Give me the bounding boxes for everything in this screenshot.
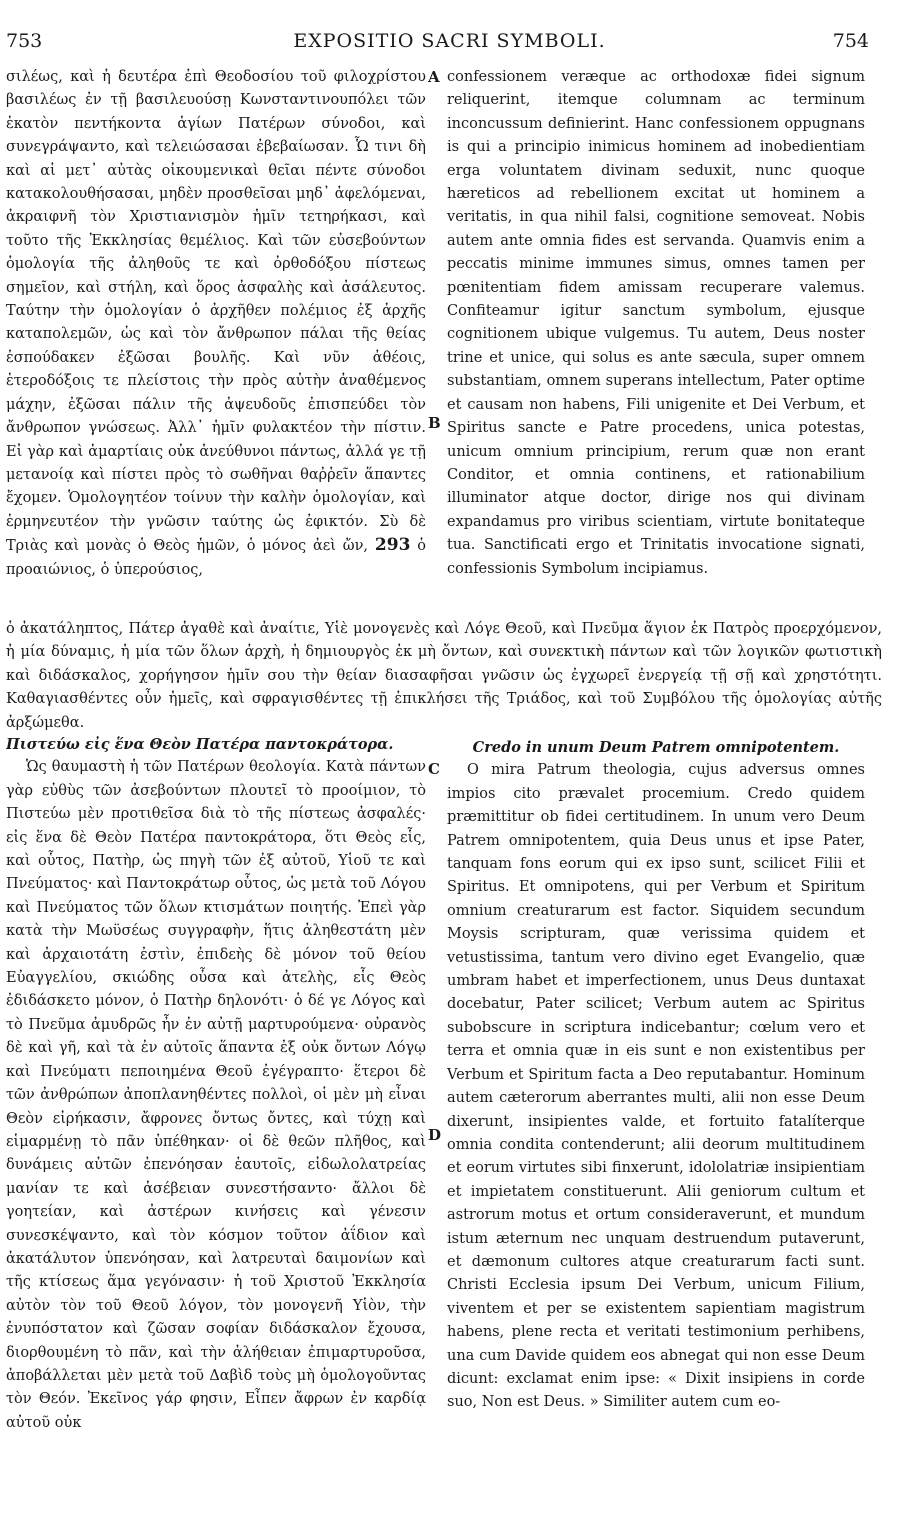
latin-column-top [447, 66, 865, 611]
margin-marker-d: D [428, 1126, 442, 1144]
left-page-number: 753 [6, 30, 43, 52]
greek-full-width-paragraph [6, 618, 882, 730]
greek-column-top [6, 66, 426, 626]
latin-paragraph-top: confessionem veræque ac orthodoxæ fidei signum reliquerint, itemque columnam ac terminum inconcussum definierint. Hanc confessionem oppugnans is qui a principio inimicus hominem ad inobedientiam erga voluntatem divinam seduxit, nunc quoque hæreticos ad rebellionem excitat ut hominem a veritatis, in qua nihil falsi, cognitione semoveat. Nobis autem ante omnia fides est servanda. Quamvis enim a peccatis minime immunes simus, omnes tamen per pœnitentiam fidem amissam recuperare valemus. Confiteamur igitur sanctum symbolum, ejusque cognitionem ubique vulgemus. Tu autem, Deus noster trine et unice, qui solus es ante sæcula, super omnem substantiam, omnem superans intellectum, Pater optime et causam non habens, Fili unigenite et Dei Verbum, et Spiritus sancte e Patre procedens, unica potestas, unicum omnium principium, rerum quæ non erant Conditor, et omnia continens, et rationabilium illuminator atque doctor, dirige nos qui divinam expandamus pro viribus scientiam, virtute bonitateque tua. Sanctificati ergo et Trinitatis invocatione signati, confessionis Symbolum incipiamus. [447, 69, 865, 577]
greek-commentary: Ὡς θαυμαστὴ ἡ τῶν Πατέρων θεολογία. Κατὰ πάντων γὰρ εὐθὺς τῶν ἀσεβούντων πλουτεῖ τὸ προοίμιον, τὸ Πιστεύω μὲν προτιθεῖσα διὰ τὸ τῆς πίστεως ἀσφαλές· εἰς ἕνα δὲ Θεὸν Πατέρα παντοκράτορα, ὅτι Θεὸς εἷς, καὶ οὗτος, Πατὴρ, ὡς πηγὴ τῶν ἐξ αὐτοῦ, Υἱοῦ τε καὶ Πνεύματος· καὶ Παντοκράτωρ οὗτος, ὡς μετὰ τοῦ Λόγου καὶ Πνεύματος τῶν ὅλων κτισμάτων ποιητής. Ἐπεὶ γὰρ κατὰ τὴν Μωϋσέως συγγραφὴν, ἥτις ἀληθεστάτη μὲν καὶ ἀρχαιοτάτη ἐστὶν, ἐπιδεὴς δὲ μόνον τοῦ θείου Εὐαγγελίου, σκιώδης οὖσα καὶ ἀτελὴς, εἷς Θεὸς ἐδιδάσκετο μόνον, ὁ Πατὴρ δηλονότι· ὁ δέ γε Λόγος καὶ τὸ Πνεῦμα ἀμυδρῶς ἦν ἐν αὐτῇ μαρτυρούμενα· οὐρανὸς δὲ καὶ γῆ, καὶ τὰ ἐν αὐτοῖς ἅπαντα ἐξ οὐκ ὄντων Λόγῳ καὶ Πνεύματι πεποιημένα Θεοῦ ἐγέγραπτο· ἕτεροι δὲ τῶν ἀνθρώπων ἀποπλανηθέντες πολλοὶ, οἱ μὲν μὴ εἶναι Θεὸν εἰρήκασιν, ἄφρονες ὄντως ὄντες, καὶ τύχῃ καὶ εἱμαρμένῃ τὸ πᾶν ὑπέθηκαν· οἱ δὲ θεῶν πλῆθος, καὶ δυνάμεις αὐτῶν ἐπενόησαν ἑαυτοῖς, εἰδωλολατρείας μανίαν τε καὶ ἀσέβειαν συνεστήσαντο· ἄλλοι δὲ γοητείαν, καὶ ἀστέρων κινήσεις καὶ γένεσιν συνεσκέψαντο, καὶ τὸν κόσμον τοῦτον ἀΐδιον καὶ ἀκατάλυτον ὑπενόησαν, καὶ λατρευταὶ δαιμονίων καὶ τῆς κτίσεως ἅμα γεγόνασιν· ἡ τοῦ Χριστοῦ Ἐκκλησία αὐτὸν τὸν τοῦ Θεοῦ λόγον, τὸν μονογενῆ Υἱὸν, τὴν ἐνυπόστατον καὶ ζῶσαν σοφίαν διδάσκαλον ἔχουσα, διορθουμένη τὸ πᾶν, καὶ τὴν ἀλήθειαν ἐπιμαρτυροῦσα, ἀποβάλλεται μὲν μετὰ τοῦ Δαβὶδ τοὺς μὴ ὁμολογοῦντας τὸν Θεόν. Ἐκεῖνος γάρ φησιν, Εἶπεν ἄφρων ἐν καρδίᾳ αὐτοῦ οὐκ [6, 759, 426, 1431]
greek-full-text: ὁ ἀκατάληπτος, Πάτερ ἀγαθὲ καὶ ἀναίτιε, Υἱὲ μονογενὲς καὶ Λόγε Θεοῦ, καὶ Πνεῦμα ἅγιον ἐκ Πατρὸς προερχόμενον, ἡ μία δύναμις, ἡ μία τῶν ὅλων ἀρχὴ, ἡ δημιουργὸς ἐκ μὴ ὄντων, καὶ συνεκτικὴ πάντων καὶ τῶν λογικῶν φωτιστικὴ καὶ διδάσκαλος, χορήγησον ἡμῖν σου τὴν θείαν διασαφῆσαι γνῶσιν ὡς ἐγχωρεῖ ἐνεργείᾳ τῇ σῇ καὶ χρηστότητι. Καθαγιασθέντες οὖν ἡμεῖς, καὶ σφραγισθέντες τῇ ἐπικλήσει τῆς Τριάδος, καὶ τοῦ Συμβόλου τῆς ὁμολογίας αὐτῆς ἀρξώμεθα. [6, 621, 882, 730]
greek-column-bottom [6, 733, 426, 1523]
column-number: 293 [374, 535, 411, 556]
page-header [0, 30, 899, 60]
right-page-number: 754 [832, 30, 869, 52]
latin-column-bottom [447, 736, 865, 1526]
margin-marker-c: C [428, 760, 440, 778]
margin-marker-b: B [428, 414, 441, 432]
latin-commentary: O mira Patrum theologia, cujus adversus omnes impios cito prævalet procemium. Credo quidem præmittitur ob fidei certitudinem. In unum vero Deum Patrem omnipotentem, quia Deus unus et ipse Pater, tanquam fons eorum qui ex ipso sunt, scilicet Filii et Spiritus. Et omnipotens, qui per Verbum et Spiritum omnium creaturarum est factor. Siquidem secundum Moysis scripturam, quæ verissima quidem et vetustissima, tantum vero divino eget Evangelio, quæ umbram habet et imperfectionem, unus Deus duntaxat docebatur, Pater scilicet; Verbum autem ac Spiritus subobscure in scriptura indicebantur; cœlum vero et terra et omnia quæ in eis sunt e non existentibus per Verbum et Spiritum facta a Deo reputabantur. Hominum autem cæterorum aberrantes multi, alii non esse Deum dixerunt, insipientes valde, et fortuito fatalíterque omnia condita contenderunt; alii deorum multitudinem et eorum virtutes sibi finxerunt, idololatriæ insipientiam et impietatem constituerunt. Alii geniorum cultum et astrorum motus et ortum consideraverunt, et mundum istum æternum nec unquam destruendum putaverunt, et dæmonum cultores atque creaturarum facti sunt. Christi Ecclesia ipsum Dei Verbum, unicum Filium, viventem et per se existentem sapientiam magistrum habens, plene recta et veritati testimonium perhibens, una cum Davide quidem eos abnegat qui non esse Deum dicunt: exclamat enim ipse: « Dixit insipiens in corde suo, Non est Deus. » Similiter autem cum eo- [447, 762, 865, 1411]
running-title: EXPOSITIO SACRI SYMBOLI. [293, 30, 606, 52]
margin-marker-a: A [428, 68, 440, 86]
greek-text-top: σιλέως, καὶ ἡ δευτέρα ἐπὶ Θεοδοσίου τοῦ φιλοχρίστου βασιλέως ἐν τῇ βασιλευούσῃ Κωνσταντινουπόλει τῶν ἑκατὸν πεντήκοντα ἁγίων Πατέρων σύνοδοι, καὶ συνεγράψαντο, καὶ τελειώσασαι ἐβεβαίωσαν. Ὧ τινι δὴ καὶ αἱ μετ᾽ αὐτὰς οἰκουμενικαὶ θεῖαι πέντε σύνοδοι κατακολουθήσασαι, μηδὲν προσθεῖσαι μηδ᾽ ἀφελόμεναι, ἀκραιφνῆ τὸν Χριστιανισμὸν ἡμῖν τετηρήκασι, καὶ τοῦτο τῆς Ἐκκλησίας θεμέλιος. Καὶ τῶν εὐσεβούντων ὁμολογία τῆς ἀληθοῦς τε καὶ ὀρθοδόξου πίστεως σημεῖον, καὶ στήλη, καὶ ὅρος ἀσφαλὴς καὶ ἀσάλευτος. Ταύτην τὴν ὁμολογίαν ὁ ἀρχῆθεν πολέμιος ἐξ ἀρχῆς καταπολεμῶν, ὡς καὶ τὸν ἄνθρωπον πάλαι τῆς θείας ἐσπούδακεν ἐξῶσαι βουλῆς. Καὶ νῦν ἀθέοις, ἑτεροδόξοις τε πλείστοις τὴν πρὸς αὐτὴν ἀναθέμενος μάχην, ἐξῶσαι πάλιν τῆς ἀψευδοῦς ἐπισπεύδει τὸν ἄνθρωπον γνώσεως. Ἀλλ᾽ ἡμῖν φυλακτέον τὴν πίστιν. Εἰ γὰρ καὶ ἁμαρτίαις οὐκ ἀνεύθυνοι πάντως, ἀλλά γε τῇ μετανοίᾳ καὶ πίστει πρὸς τὸ σωθῆναι θαῤῥεῖν ἅπαντες ἔχομεν. Ὁμολογητέον τοίνυν τὴν καλὴν ὁμολογίαν, καὶ ἑρμηνευτέον τὴν γνῶσιν ταύτης ὡς ἐφικτόν. Σὺ δὲ Τριὰς καὶ μονὰς ὁ Θεὸς ἡμῶν, ὁ μόνος ἀεὶ ὤν, [6, 69, 426, 555]
greek-text-top-continued: ὁ προαιώνιος, ὁ ὑπερούσιος, [6, 538, 426, 578]
latin-creed-heading: Credo in unum Deum Patrem omnipotentem. [472, 739, 840, 756]
greek-paragraph-top [6, 66, 426, 582]
greek-creed-heading: Πιστεύω εἰς ἕνα Θεὸν Πατέρα παντοκράτορα. [6, 736, 394, 753]
